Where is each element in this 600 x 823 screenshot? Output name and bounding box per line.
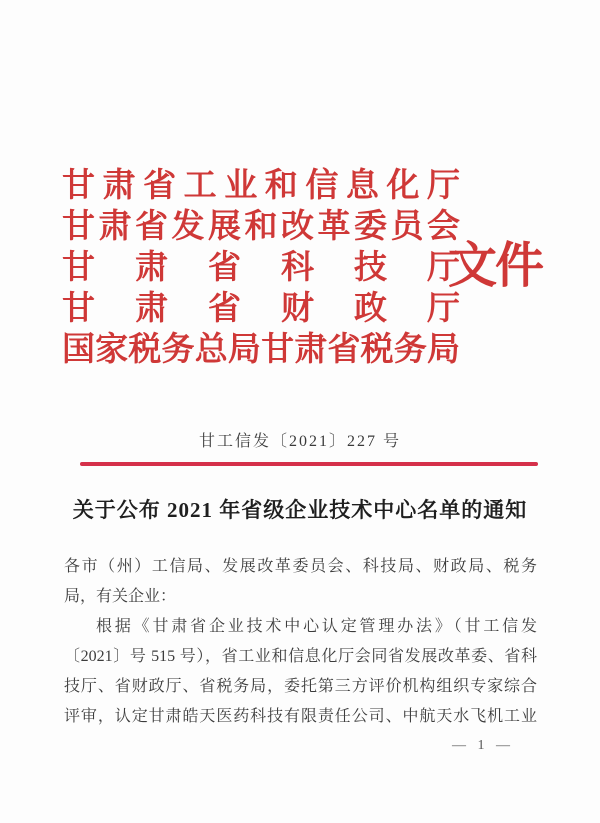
agency-line-3: 甘肃省科技厅 bbox=[62, 250, 460, 286]
document-title: 关于公布 2021 年省级企业技术中心名单的通知 bbox=[72, 498, 528, 522]
body-line: 评审，认定甘肃皓天医药科技有限责任公司、中航天水飞机工业 bbox=[64, 708, 537, 725]
letterhead bbox=[62, 166, 460, 371]
page-number: — 1 — bbox=[452, 738, 514, 753]
agency-line-1: 甘肃省工业和信息化厅 bbox=[62, 168, 460, 204]
agency-line-4: 甘肃省财政厅 bbox=[62, 291, 460, 327]
agency-line-2: 甘肃省发展和改革委员会 bbox=[62, 209, 460, 245]
body-line: 根据《甘肃省企业技术中心认定管理办法》（甘工信发 bbox=[96, 618, 537, 635]
reference-number: 甘工信发〔2021〕227 号 bbox=[198, 433, 401, 450]
body-line: 技厅、省财政厅、省税务局，委托第三方评价机构组织专家综合 bbox=[64, 678, 537, 695]
body-line: 各市（州）工信局、发展改革委员会、科技局、财政局、税务 bbox=[64, 558, 537, 575]
agency-line-5: 国家税务总局甘肃省税务局 bbox=[62, 332, 460, 368]
document-type-label: 文件 bbox=[448, 238, 543, 293]
document-body bbox=[64, 552, 537, 732]
body-line: 局，有关企业： bbox=[64, 588, 177, 605]
red-divider-rule bbox=[80, 462, 538, 466]
body-line: 〔2021〕号 515 号），省工业和信息化厅会同省发展改革委、省科 bbox=[64, 648, 537, 665]
